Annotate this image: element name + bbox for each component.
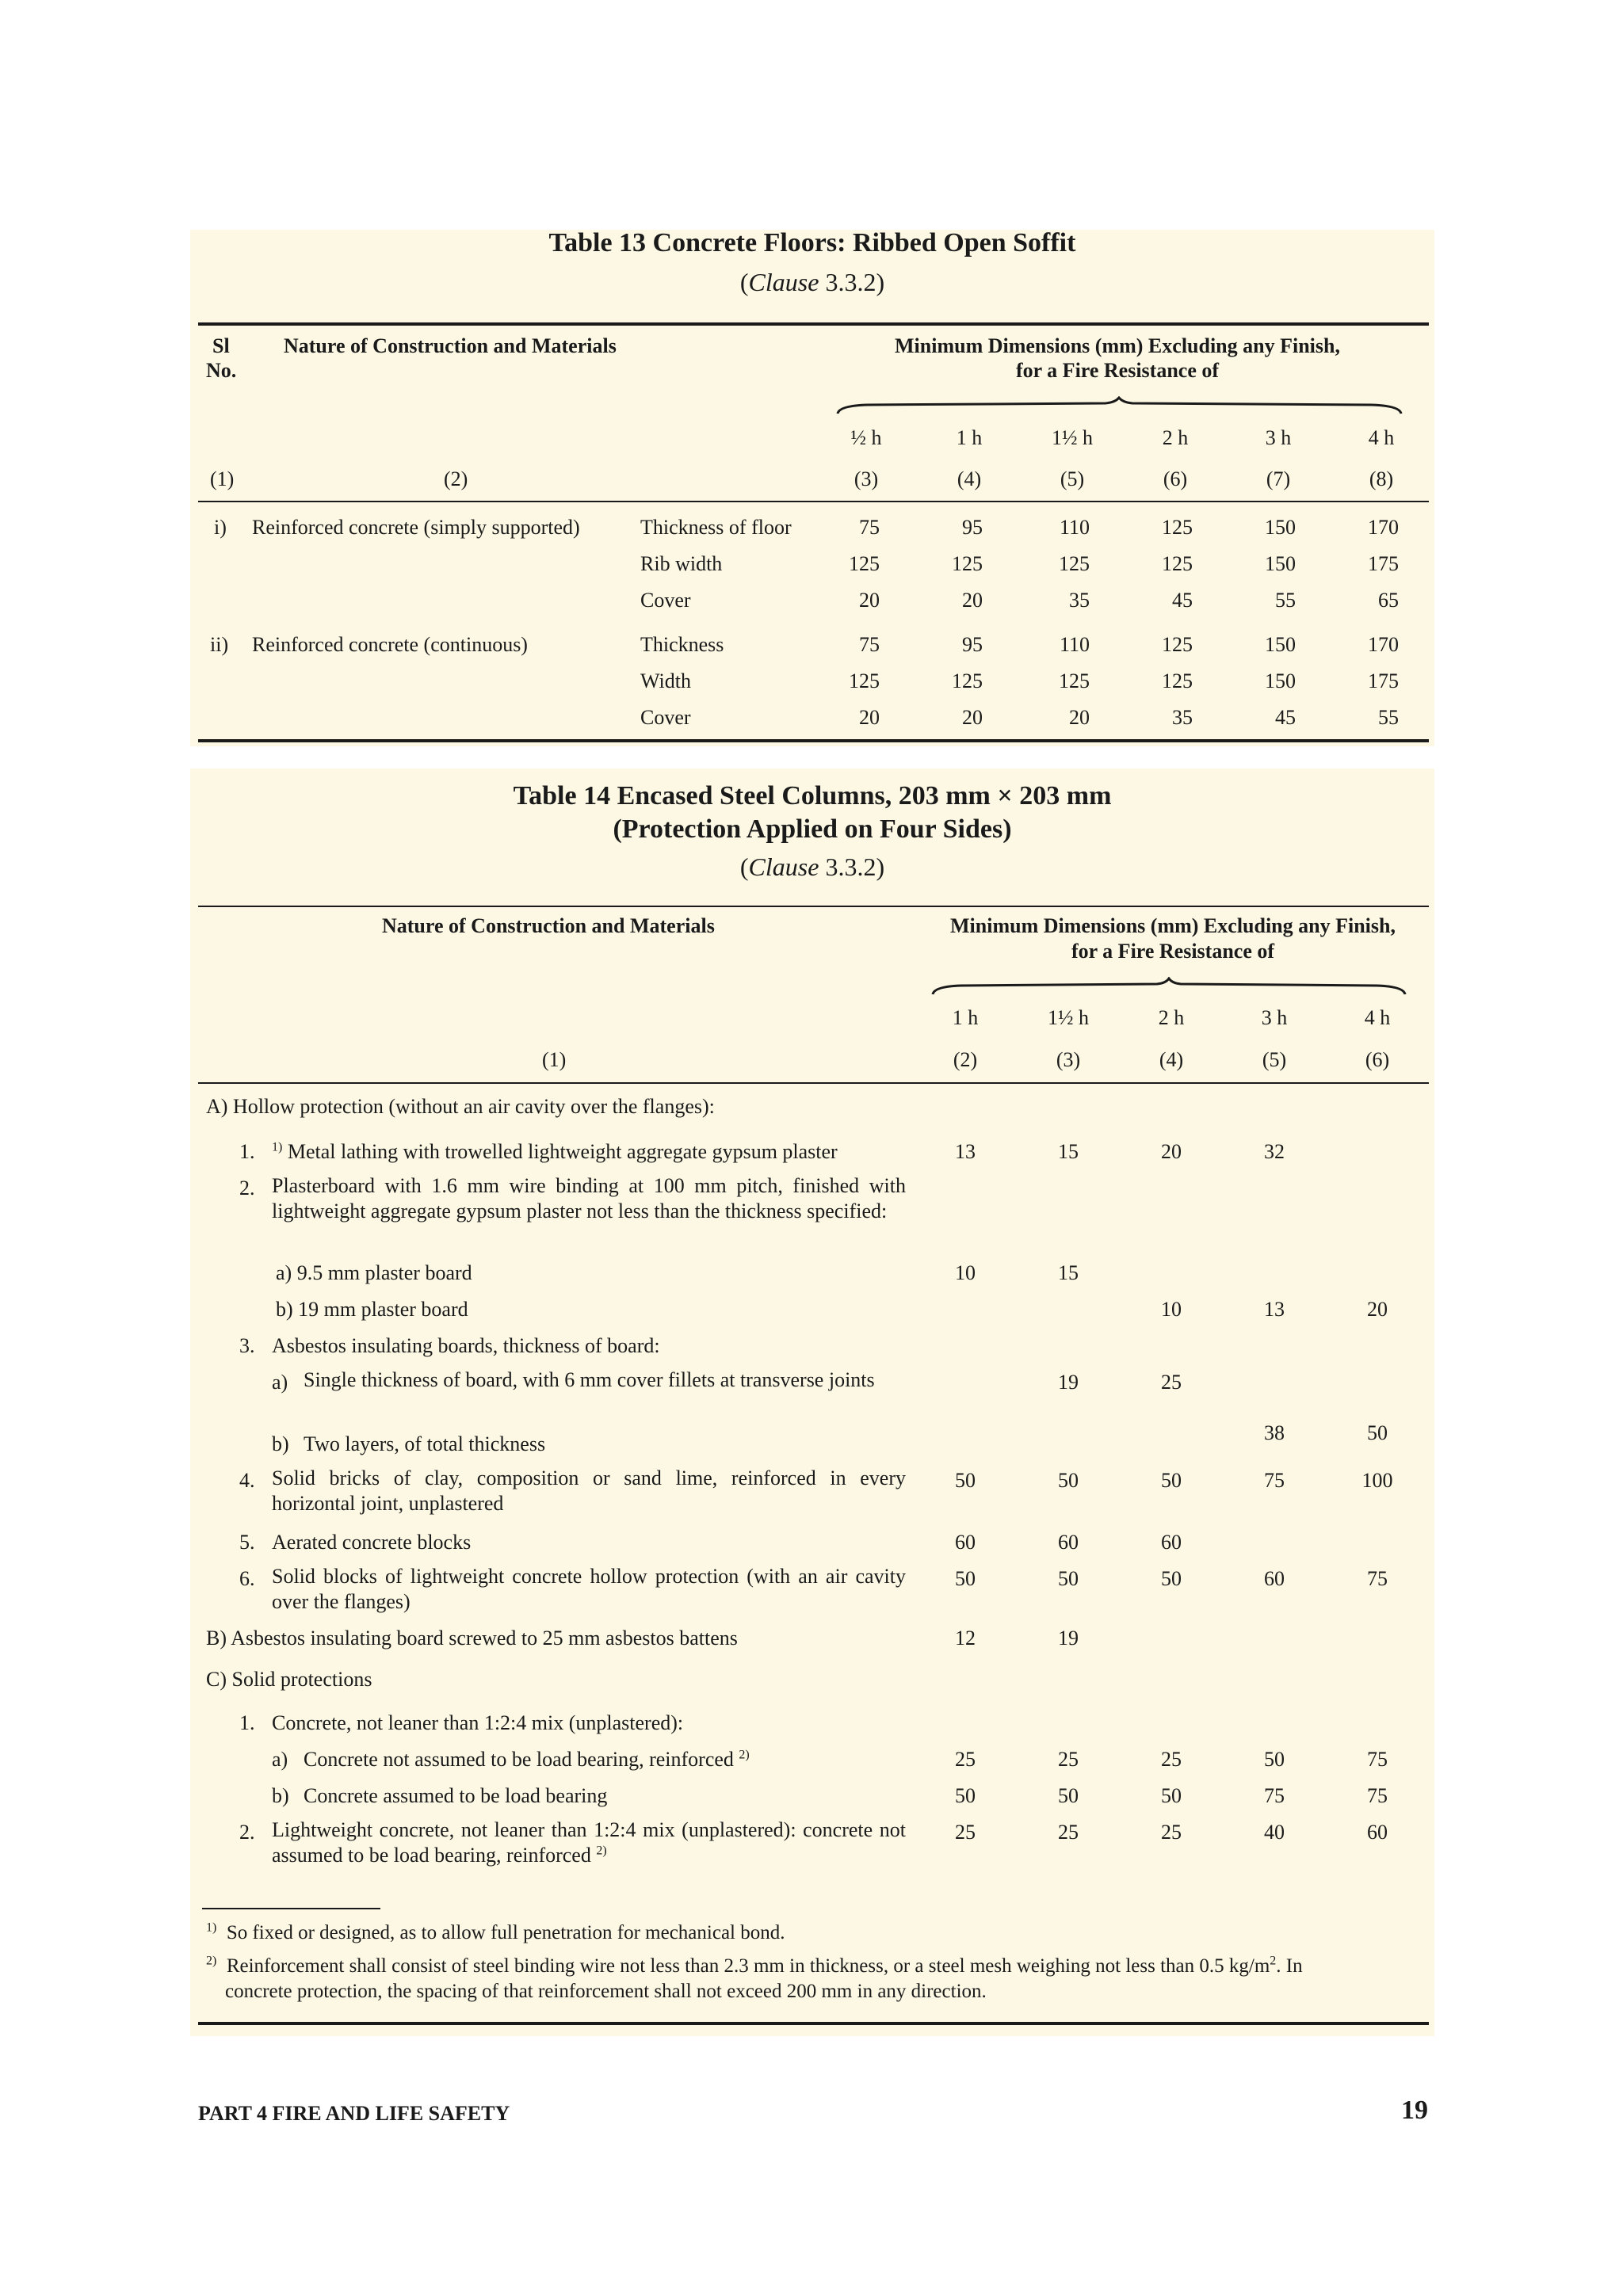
table-13 — [190, 230, 1434, 746]
table-cell: 125 — [1162, 516, 1193, 539]
footnote-1: $^{1)}$ So fixed or designed, as to allow full penetration for mechanical bond. — [206, 1920, 785, 1943]
item-number: 5. — [239, 1531, 255, 1554]
duration-header: 1 h — [956, 426, 983, 449]
section-heading: B) Asbestos insulating board screwed to 25 mm asbestos battens — [206, 1627, 738, 1650]
column-number: (2) — [953, 1048, 978, 1071]
table-cell: 25 — [1161, 1821, 1182, 1844]
table-cell: 60 — [1161, 1531, 1182, 1554]
table-cell: 12 — [955, 1627, 976, 1650]
item-text: Lightweight concrete, not leaner than 1:2:4 mix (unplastered): concrete not assumed to be load bearing, reinforced $^{2)}$ — [272, 1818, 906, 1867]
table-cell: 125 — [1162, 633, 1193, 656]
table-cell: 55 — [1275, 589, 1296, 612]
item-number: 1. — [239, 1140, 255, 1163]
item-text: Solid bricks of clay, composition or sand lime, reinforced in every horizontal joint, unplastered — [272, 1466, 906, 1515]
item-label: b) — [272, 1784, 289, 1807]
item-label: Thickness — [640, 633, 724, 656]
column-number: (1) — [210, 467, 235, 490]
item-label: b) — [272, 1432, 289, 1455]
table-cell: 45 — [1275, 706, 1296, 729]
brace-icon — [836, 396, 1403, 420]
fire-resistance-header: for a Fire Resistance of — [1071, 940, 1275, 963]
column-number: (8) — [1369, 467, 1394, 490]
column-number: (6) — [1163, 467, 1188, 490]
table-cell: 35 — [1069, 589, 1090, 612]
header-rule — [198, 1082, 1429, 1084]
table-cell: 75 — [1367, 1748, 1388, 1771]
table-cell: 150 — [1265, 633, 1296, 656]
item-text: b) 19 mm plaster board — [276, 1298, 468, 1321]
table-cell: 32 — [1264, 1140, 1285, 1163]
table-cell: 125 — [1162, 669, 1193, 692]
table-cell: 65 — [1378, 589, 1399, 612]
table-cell: 15 — [1058, 1261, 1079, 1284]
table-cell: 95 — [962, 516, 983, 539]
column-number: (7) — [1266, 467, 1291, 490]
item-label: Cover — [640, 589, 691, 612]
item-text: Two layers, of total thickness — [304, 1432, 546, 1455]
table-cell: 95 — [962, 633, 983, 656]
row-number: i) — [214, 516, 227, 539]
item-number: 2. — [239, 1177, 255, 1199]
item-text: Single thickness of board, with 6 mm cover fillets at transverse joints — [304, 1368, 875, 1391]
table-cell: 19 — [1058, 1371, 1079, 1394]
table-cell: 50 — [955, 1469, 976, 1492]
table-cell: 125 — [952, 669, 983, 692]
table-14-clause: (Clause 3.3.2) — [739, 852, 885, 881]
table-cell: 20 — [859, 706, 880, 729]
table-cell: 75 — [1367, 1567, 1388, 1590]
item-text: Concrete, not leaner than 1:2:4 mix (unplastered): — [272, 1711, 684, 1734]
table-cell: 20 — [962, 589, 983, 612]
column-number: (1) — [542, 1048, 567, 1071]
material-label: Reinforced concrete (simply supported) — [252, 516, 580, 539]
table-cell: 19 — [1058, 1627, 1079, 1650]
table-cell: 38 — [1264, 1421, 1285, 1444]
table-cell: 20 — [1069, 706, 1090, 729]
table-cell: 50 — [1058, 1469, 1079, 1492]
table-cell: 75 — [859, 633, 880, 656]
table-cell: 125 — [849, 669, 880, 692]
table-cell: 50 — [1161, 1469, 1182, 1492]
column-number: (4) — [957, 467, 982, 490]
table-cell: 125 — [1059, 552, 1090, 575]
table-bottom-rule — [198, 739, 1429, 742]
table-13-title: Table 13 Concrete Floors: Ribbed Open Soffit — [548, 228, 1076, 257]
sl-header: Sl — [212, 334, 230, 357]
duration-header: 1½ h — [1052, 426, 1093, 449]
item-text: Aerated concrete blocks — [272, 1531, 472, 1554]
column-number: (4) — [1159, 1048, 1184, 1071]
item-text: Asbestos insulating boards, thickness of board: — [272, 1334, 660, 1357]
table-cell: 50 — [1161, 1784, 1182, 1807]
table-cell: 150 — [1265, 516, 1296, 539]
table-cell: 20 — [962, 706, 983, 729]
duration-header: 3 h — [1261, 1006, 1288, 1029]
table-cell: 55 — [1378, 706, 1399, 729]
header-rule — [198, 501, 1429, 502]
table-cell: 150 — [1265, 669, 1296, 692]
table-cell: 25 — [1058, 1821, 1079, 1844]
table-cell: 125 — [1059, 669, 1090, 692]
section-heading: A) Hollow protection (without an air cavity over the flanges): — [206, 1095, 715, 1118]
table-cell: 60 — [1367, 1821, 1388, 1844]
item-label: Thickness of floor — [640, 516, 792, 539]
table-bottom-rule — [198, 2022, 1429, 2025]
duration-header: 2 h — [1162, 426, 1189, 449]
table-cell: 50 — [1264, 1748, 1285, 1771]
min-dimensions-header: Minimum Dimensions (mm) Excluding any Finish, — [895, 334, 1340, 357]
column-number: (3) — [854, 467, 879, 490]
material-label: Reinforced concrete (continuous) — [252, 633, 528, 656]
table-cell: 125 — [849, 552, 880, 575]
page-number: 19 — [1401, 2096, 1428, 2125]
table-cell: 15 — [1058, 1140, 1079, 1163]
table-cell: 75 — [1367, 1784, 1388, 1807]
brace-icon — [931, 977, 1407, 1001]
item-text: Concrete assumed to be load bearing — [304, 1784, 608, 1807]
nature-header: Nature of Construction and Materials — [382, 914, 715, 937]
table-cell: 125 — [1162, 552, 1193, 575]
column-number: (5) — [1262, 1048, 1287, 1071]
duration-header: 1 h — [952, 1006, 979, 1029]
table-14-subtitle: (Protection Applied on Four Sides) — [613, 814, 1012, 844]
table-cell: 170 — [1368, 516, 1399, 539]
item-number: 6. — [239, 1567, 255, 1590]
table-cell: 50 — [1058, 1784, 1079, 1807]
no-header: No. — [206, 359, 237, 382]
column-number: (3) — [1056, 1048, 1081, 1071]
item-label: Cover — [640, 706, 691, 729]
table-cell: 75 — [1264, 1784, 1285, 1807]
duration-header: 4 h — [1364, 1006, 1391, 1029]
item-text: $^{1)}$ Metal lathing with trowelled lightweight aggregate gypsum plaster — [272, 1140, 838, 1163]
item-text: Concrete not assumed to be load bearing, reinforced $^{2)}$ — [304, 1748, 750, 1771]
table-cell: 20 — [1161, 1140, 1182, 1163]
table-cell: 25 — [955, 1821, 976, 1844]
item-text: Solid blocks of lightweight concrete hollow protection (with an air cavity over the flanges) — [272, 1565, 906, 1613]
table-cell: 60 — [1264, 1567, 1285, 1590]
table-cell: 25 — [1058, 1748, 1079, 1771]
footnote-2-continued: concrete protection, the spacing of that reinforcement shall not exceed 200 mm in any direction. — [225, 1981, 987, 2002]
column-number: (6) — [1365, 1048, 1390, 1071]
table-cell: 60 — [1058, 1531, 1079, 1554]
table-cell: 75 — [1264, 1469, 1285, 1492]
table-cell: 175 — [1368, 669, 1399, 692]
table-cell: 45 — [1172, 589, 1193, 612]
table-cell: 100 — [1361, 1469, 1393, 1492]
table-cell: 170 — [1368, 633, 1399, 656]
table-cell: 13 — [955, 1140, 976, 1163]
table-cell: 60 — [955, 1531, 976, 1554]
table-cell: 110 — [1059, 633, 1090, 656]
table-cell: 50 — [1058, 1567, 1079, 1590]
table-cell: 110 — [1059, 516, 1090, 539]
duration-header: ½ h — [850, 426, 882, 449]
item-label: a) — [272, 1371, 288, 1394]
item-label: Width — [640, 669, 691, 692]
table-top-rule — [198, 906, 1429, 907]
table-cell: 50 — [955, 1567, 976, 1590]
table-cell: 35 — [1172, 706, 1193, 729]
row-number: ii) — [210, 633, 229, 656]
table-cell: 50 — [1367, 1421, 1388, 1444]
table-cell: 50 — [955, 1784, 976, 1807]
table-14-title: Table 14 Encased Steel Columns, 203 mm × 203 mm — [513, 781, 1112, 810]
column-number: (2) — [444, 467, 468, 490]
item-number: 2. — [239, 1821, 255, 1844]
table-14 — [190, 769, 1434, 2036]
table-cell: 25 — [1161, 1371, 1182, 1394]
fire-resistance-header: for a Fire Resistance of — [1015, 359, 1220, 382]
nature-header: Nature of Construction and Materials — [284, 334, 617, 357]
table-cell: 40 — [1264, 1821, 1285, 1844]
duration-header: 1½ h — [1048, 1006, 1089, 1029]
column-number: (5) — [1060, 467, 1085, 490]
item-label: a) — [272, 1748, 288, 1771]
table-cell: 13 — [1264, 1298, 1285, 1321]
item-label: Rib width — [640, 552, 723, 575]
item-number: 4. — [239, 1469, 255, 1492]
table-cell: 125 — [952, 552, 983, 575]
table-cell: 25 — [955, 1748, 976, 1771]
table-cell: 150 — [1265, 552, 1296, 575]
table-cell: 20 — [1367, 1298, 1388, 1321]
footnote-2: $^{2)}$ Reinforcement shall consist of steel binding wire not less than 2.3 mm in thickness, or a steel mesh weighing not less than 0.5 $kg/m^2$. In — [206, 1954, 1303, 1977]
table-cell: 10 — [1161, 1298, 1182, 1321]
item-number: 1. — [239, 1711, 255, 1734]
table-cell: 75 — [859, 516, 880, 539]
page-footer-part: PART 4 FIRE AND LIFE SAFETY — [198, 2102, 510, 2125]
table-top-rule — [198, 322, 1429, 326]
section-heading: C) Solid protections — [206, 1668, 372, 1691]
item-text: a) 9.5 mm plaster board — [276, 1261, 472, 1284]
table-cell: 25 — [1161, 1748, 1182, 1771]
duration-header: 4 h — [1368, 426, 1395, 449]
item-text: Plasterboard with 1.6 mm wire binding at 100 mm pitch, finished with lightweight aggregate gypsum plaster not less than the thickness specified: — [272, 1174, 906, 1222]
table-cell: 50 — [1161, 1567, 1182, 1590]
table-cell: 10 — [955, 1261, 976, 1284]
duration-header: 3 h — [1265, 426, 1292, 449]
table-cell: 175 — [1368, 552, 1399, 575]
duration-header: 2 h — [1158, 1006, 1185, 1029]
min-dimensions-header: Minimum Dimensions (mm) Excluding any Finish, — [950, 914, 1396, 937]
table-cell: 20 — [859, 589, 880, 612]
table-13-clause: (Clause 3.3.2) — [739, 268, 885, 296]
item-number: 3. — [239, 1334, 255, 1357]
footnote-rule — [202, 1908, 380, 1909]
